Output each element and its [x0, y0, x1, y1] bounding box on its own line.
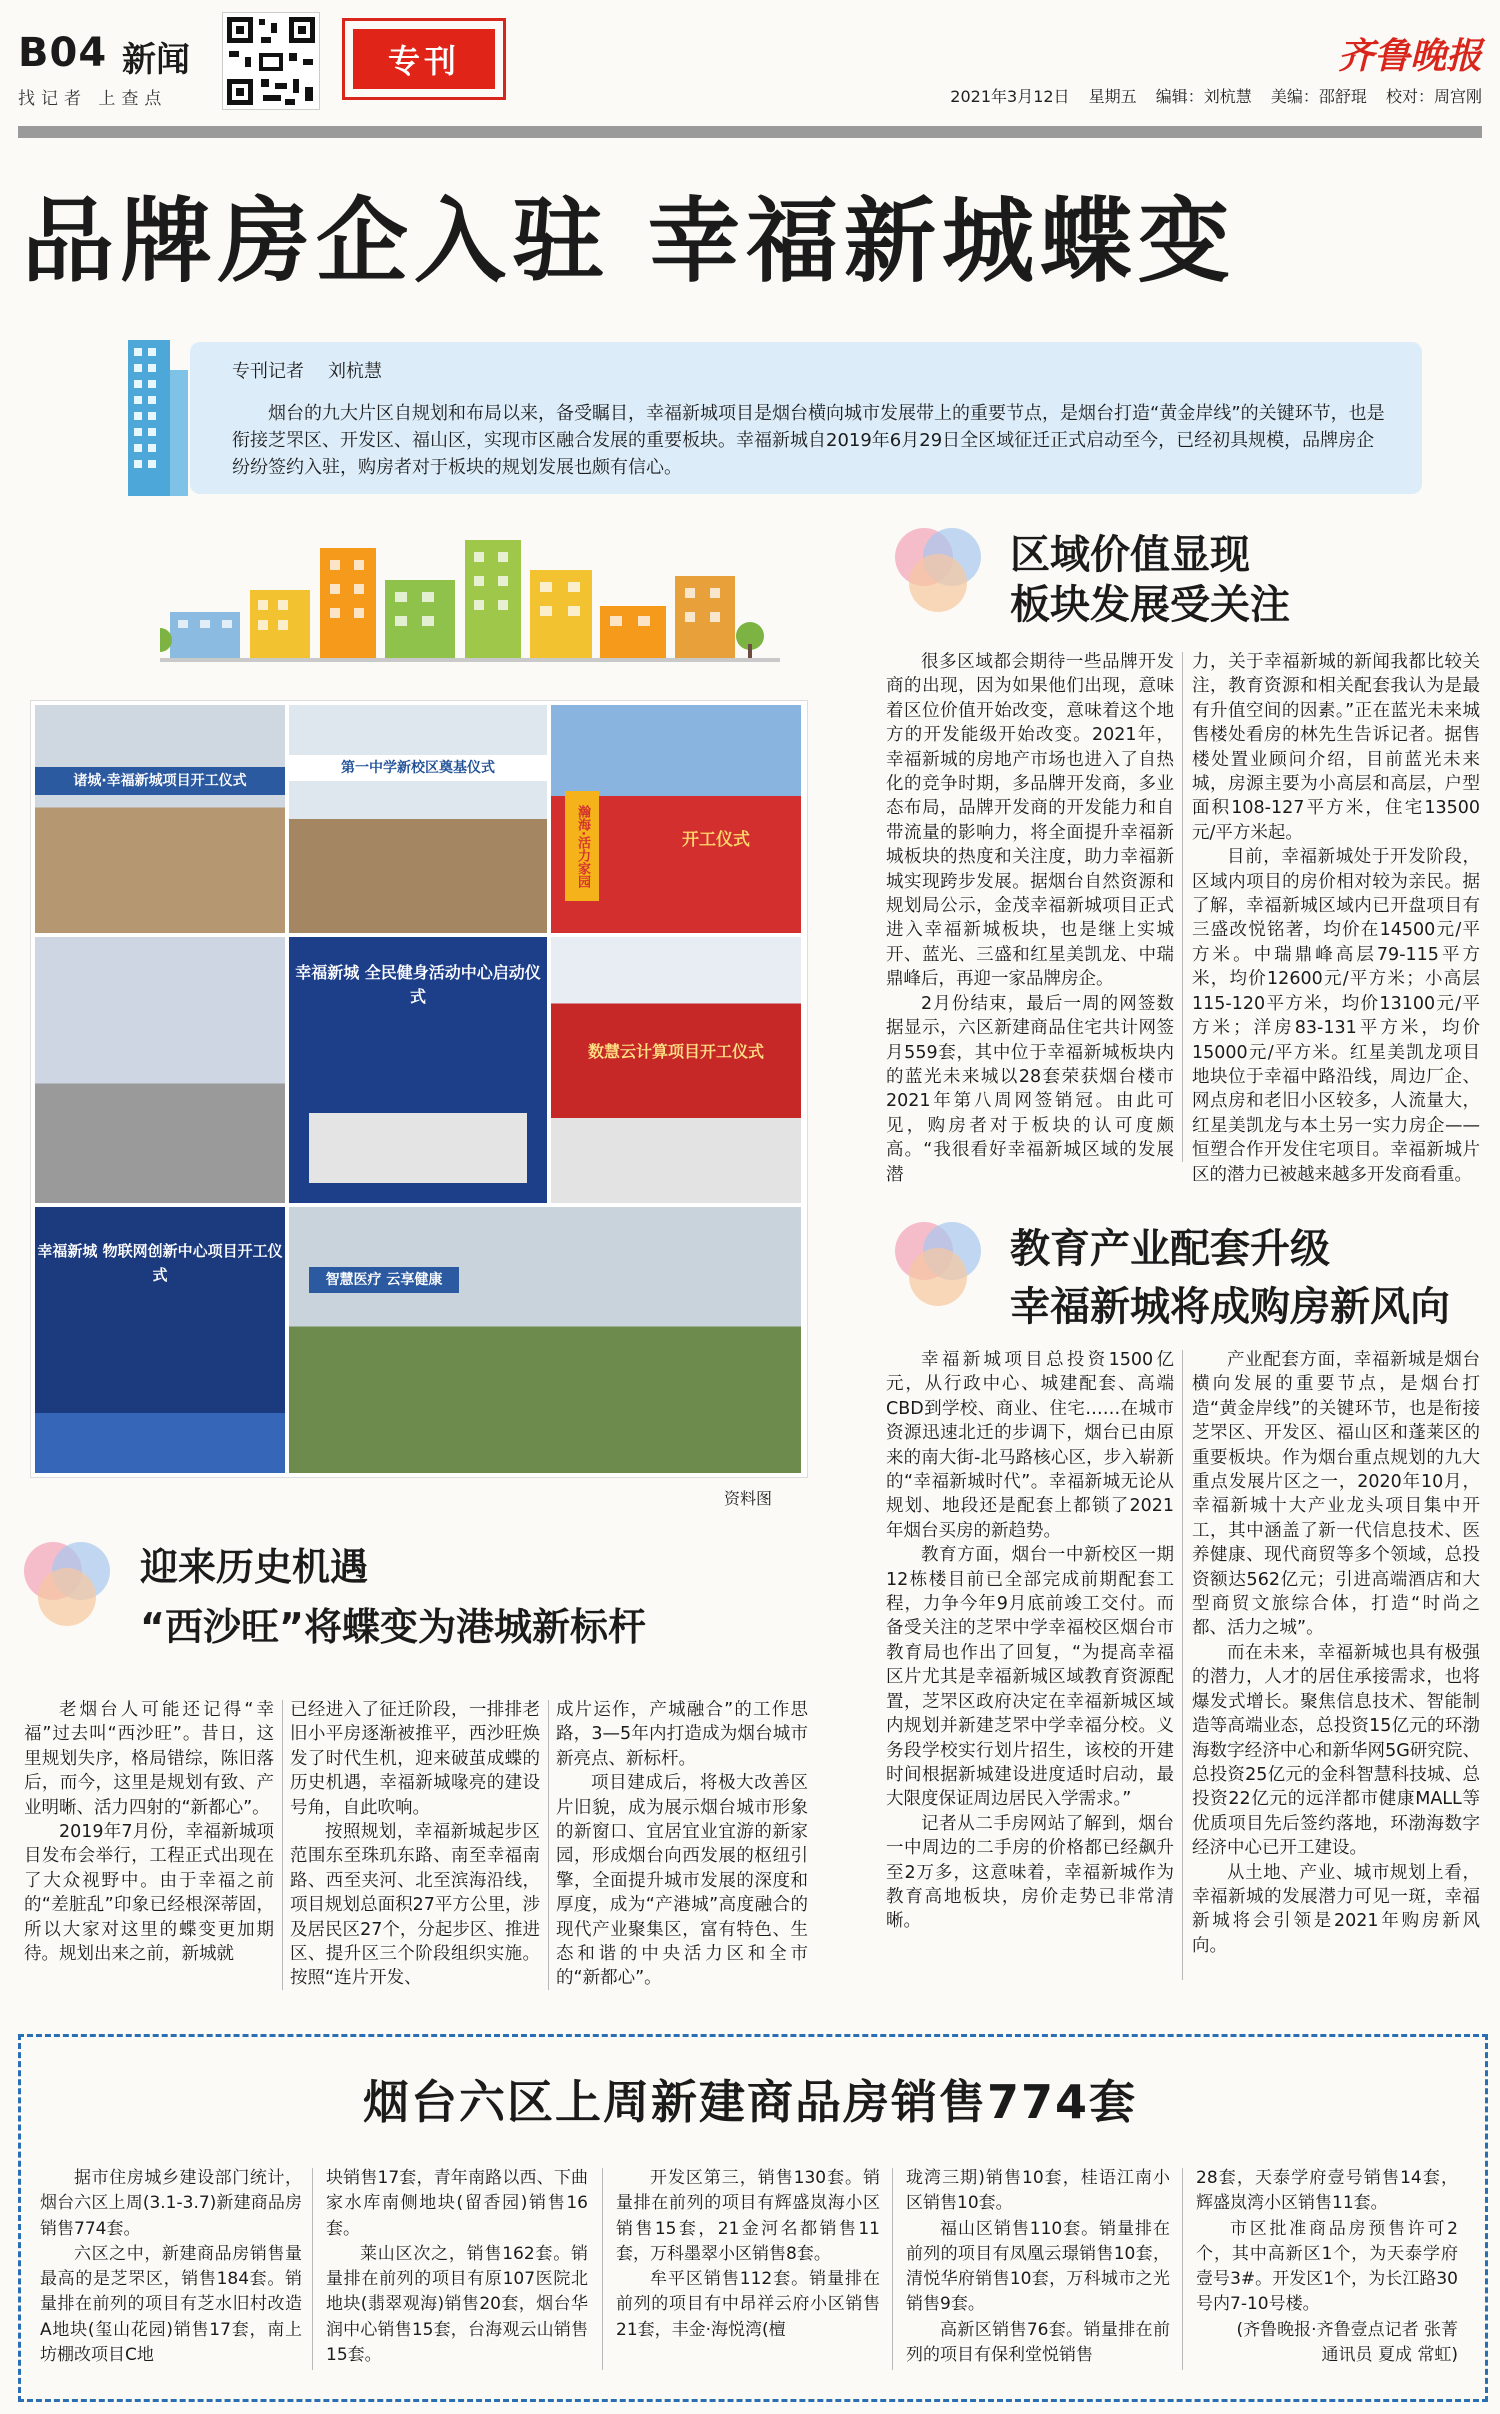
section3-column-3: [556, 1698, 808, 1991]
byline-label: 专刊记者: [232, 361, 304, 382]
paragraph: 很多区域都会期待一些品牌开发商的出现，因为如果他们出现，意味着区位价值开始改变，意味着这个地方的开发能级开始改变。2021年，幸福新城的房地产市场也进入了自热化的竞争时期，多品牌开发商，多业态布局，品牌开发商的开发能力和自带流量的影响力，将全面提升幸福新城板块的热度和关注度，助力幸福新城实现跨步发展。据烟台自然资源和规划局公示，金茂幸福新城项目正式进入幸福新城板块，也是继上实城开、蓝光、三盛和红星美凯龙、中瑞鼎峰后，再迎一家品牌房企。: [886, 652, 1174, 990]
paragraph: 按照规划，幸福新城起步区范围东至珠玑东路、南至幸福南路、西至夹河、北至滨海沿线，项目规划总面积27平方公里，涉及居民区27个，分起步区、推进区、提升区三个阶段组织实施。按照“连片开发、: [290, 1822, 540, 1989]
section2-title-1: 教育产业配套升级: [1010, 1226, 1330, 1272]
reporter-credit: (齐鲁晚报·齐鲁壹点记者 张菁 通讯员 夏成 常虹): [1236, 2319, 1458, 2366]
photo-iot-center: 幸福新城 物联网创新中心项目开工仪式: [35, 1207, 285, 1473]
paragraph: 已经进入了征迁阶段，一排排老旧小平房逐渐被推平，西沙旺焕发了时代生机，迎来破茧成蝶的历史机遇，幸福新城喙亮的建设号角，自此吹响。: [290, 1700, 540, 1818]
issue-meta: [936, 84, 1482, 107]
proofreader-credit: 校对：周宫刚: [1385, 87, 1482, 106]
slogan: 找记者 上查点: [18, 89, 168, 109]
photo-groundbreaking-1: 诸城·幸福新城项目开工仪式: [35, 705, 285, 933]
paragraph: 块销售17套，青年南路以西、下曲家水库南侧地块(留香园)销售16套。: [326, 2168, 588, 2239]
section2-column-2: [1192, 1348, 1480, 1958]
building-illustration-icon: [120, 330, 192, 500]
column-divider: [892, 2168, 893, 2370]
paragraph: 幸福新城项目总投资1500亿元，从行政中心、城建配套、高端CBD到学校、商业、住宅……在城市资源迅速北迁的步调下，烟台已由原来的南大街-北马路核心区，步入崭新的“幸福新城时代”。幸福新城无论从规划、地段还是配套上都锁了2021年烟台买房的新趋势。: [886, 1350, 1174, 1541]
sales-column-4: [906, 2166, 1170, 2368]
paragraph: 教育方面，烟台一中新校区一期12栋楼目前已全部完成前期配套工程，力争今年9月底前竣工交付。而备受关注的芝罘中学幸福校区烟台市教育局也作出了回复，“为提高幸福区片尤其是幸福新城区域教育资源配置，芝罘区政府决定在幸福新城区域内规划并新建芝罘中学幸福分校。义务段学校实行划片招生，该校的开建时间根据新城建设进度适时启动，最大限度保证周边居民入学需求。”: [886, 1545, 1174, 1810]
paragraph: 成片运作，产城融合”的工作思路，3—5年内打造成为烟台城市新亮点、新标杆。: [556, 1700, 808, 1769]
paragraph: 高新区销售76套。销量排在前列的项目有保利堂悦销售: [906, 2319, 1170, 2366]
section3-title-1: 迎来历史机遇: [140, 1545, 369, 1589]
page-headline: 品牌房企入驻 幸福新城蝶变: [22, 188, 1237, 295]
sales-column-3: [616, 2166, 880, 2343]
byline-name: 刘杭慧: [328, 361, 382, 382]
paragraph: 福山区销售110套。销量排在前列的项目有凤凰云璟销售10套，清悦华府销售10套，万科城市之光销售9套。: [906, 2218, 1170, 2315]
section2-column-1: [886, 1348, 1174, 1934]
paragraph: 目前，幸福新城处于开发阶段，区域内项目的房价相对较为亲民。据了解，幸福新城区域内已开盘项目有三盛改悦铭著，均价在14500元/平方米。中瑞鼎峰高层79-115平方米，均价12600元/平方米；小高层115-120平方米，均价13100元/平方米；洋房83-131平方米，均价15000元/平方米。红星美凯龙项目地块位于幸福中路沿线，周边厂企、网点房和老旧小区较多，人流量大，红星美凯龙与本土另一实力房企——恒塑合作开发住宅项目。幸福新城片区的潜力已被越来越多开发商看重。: [1192, 847, 1480, 1185]
sales-column-1: [40, 2166, 302, 2368]
section3-column-1: [24, 1698, 274, 1966]
section1-column-1: [886, 650, 1174, 1187]
paragraph: 牟平区销售112套。销量排在前列的项目有中昂祥云府小区销售21套，丰金·海悦湾(檀: [616, 2269, 880, 2340]
section1-title-1: 区域价值显现: [1010, 532, 1250, 578]
paragraph: 六区之中，新建商品房销售量最高的是芝罘区，销售184套。销量排在前列的项目有芝水旧村改造A地块(玺山花园)销售17套，南上坊棚改项目C地: [40, 2243, 302, 2366]
page-number: B04: [18, 30, 108, 76]
column-divider: [1182, 652, 1183, 1162]
lead-byline: [232, 357, 382, 383]
editor-credit: 编辑：刘杭慧: [1155, 87, 1252, 106]
section1-title-2: 板块发展受关注: [1010, 582, 1290, 628]
column-divider: [1182, 1350, 1183, 1980]
paragraph: 从土地、产业、城市规划上看，幸福新城的发展潜力可见一斑，幸福新城将会引领是2021年购房新风向。: [1192, 1862, 1480, 1956]
paragraph: 市区批准商品房预售许可2个，其中高新区1个，为天泰学府壹号3#。开发区1个，为长江路30号内7-10号楼。: [1196, 2218, 1458, 2315]
section1-column-2: [1192, 650, 1480, 1187]
special-edition-badge: 专刊: [342, 18, 506, 100]
paragraph: 产业配套方面，幸福新城是烟台横向发展的重要节点，是烟台打造“黄金岸线”的关键环节，也是衔接芝罘区、开发区、福山区和蓬莱区的重要板块。作为烟台重点规划的九大重点发展片区之一，2020年10月，幸福新城十大产业龙头项目集中开工，其中涵盖了新一代信息技术、医养健康、现代商贸等多个领域，总投资额达562亿元；引进高端酒店和大型商贸文旅综合体，打造“时尚之都、活力之城”。: [1192, 1350, 1480, 1639]
column-divider: [548, 1700, 549, 1990]
photo-opening-ceremony: 瀚海·活力家园 开工仪式: [551, 705, 801, 933]
paragraph: 莱山区次之，销售162套。销量排在前列的项目有原107医院北地块(翡翠观海)销售20套，烟台华润中心销售15套，台海观云山销售15套。: [326, 2243, 588, 2366]
paragraph: 28套，天泰学府壹号销售14套，辉盛岚湾小区销售11套。: [1196, 2168, 1458, 2214]
photo-smart-medical: 智慧医疗 云享健康: [289, 1207, 801, 1473]
city-skyline-illustration: [160, 540, 780, 670]
paragraph: 而在未来，幸福新城也具有极强的潜力，人才的居住承接需求，也将爆发式增长。聚焦信息技术、智能制造等高端业态，总投资15亿元的环渤海数字经济中心和新华网5G研究院、总投资25亿元的金科智慧科技城、总投资22亿元的远洋都市健康MALL等优质项目先后签约落地，环渤海数字经济中心已开工建设。: [1192, 1642, 1480, 1859]
photo-cloud-computing: 数慧云计算项目开工仪式: [551, 937, 801, 1203]
newspaper-logo: 齐鲁晚报: [1337, 35, 1482, 77]
sales-box-title: 烟台六区上周新建商品房销售774套: [362, 2075, 1138, 2129]
paragraph: 记者从二手房网站了解到，烟台一中周边的二手房的价格都已经飙升至2万多，这意味着，幸福新城作为教育高地板块，房价走势已非常清晰。: [886, 1813, 1174, 1932]
paragraph: 2019年7月份，幸福新城项目发布会举行，工程正式出现在了大众视野中。由于幸福之前的“差脏乱”印象已经根深蒂固，所以大家对这里的蝶变更加期待。规划出来之前，新城就: [24, 1822, 274, 1965]
section-deco-icon: [895, 1222, 995, 1312]
paragraph: 老烟台人可能还记得“幸福”过去叫“西沙旺”。昔日，这里规划失序，格局错综，陈旧落后，而今，这里是规划有致、产业明晰、活力四射的“新都心”。: [24, 1700, 274, 1818]
paragraph: 珑湾三期)销售10套，桂语江南小区销售10套。: [906, 2168, 1170, 2214]
column-divider: [1182, 2168, 1183, 2370]
paragraph: 2月份结束，最后一周的网签数据显示，六区新建商品住宅共计网签月559套，其中位于幸福新城板块内的蓝光未来城以28套荣获烟台楼市2021年第八周网签销冠。由此可见，购房者对于板块的认可度颇高。“我很看好幸福新城区域的发展潜: [886, 993, 1174, 1185]
section3-title-2: “西沙旺”将蝶变为港城新标杆: [140, 1605, 646, 1649]
section3-column-2: [290, 1698, 540, 1991]
section-deco-icon: [24, 1542, 124, 1632]
photo-site-ceremony: [35, 937, 285, 1203]
photo-fitness-center: 幸福新城 全民健身活动中心启动仪式: [289, 937, 547, 1203]
lead-paragraph: 烟台的九大片区自规划和布局以来，备受瞩目，幸福新城项目是烟台横向城市发展带上的重要节点，是烟台打造“黄金岸线”的关键环节，也是衔接芝罘区、开发区、福山区，实现市区融合发展的重要板块。幸福新城自2019年6月29日全区域征迁正式启动至今，已经初具规模，品牌房企纷纷签约入驻，购房者对于板块的规划发展也颇有信心。: [232, 403, 1385, 478]
paragraph: 据市住房城乡建设部门统计，烟台六区上周(3.1-3.7)新建商品房销售774套。: [40, 2168, 302, 2239]
photo-school-ceremony: 第一中学新校区奠基仪式: [289, 705, 547, 933]
section-name: 新闻: [122, 40, 190, 80]
paragraph: 项目建成后，将极大改善区片旧貌，成为展示烟台城市形象的新窗口、宜居宜业宜游的新家园，形成烟台向西发展的枢纽引擎，全面提升城市发展的深度和厚度，成为“产港城”高度融合的现代产业聚集区，富有特色、生态和谐的中央活力区和全市的“新都心”。: [556, 1773, 808, 1989]
issue-date: 2021年3月12日: [950, 87, 1070, 106]
header-rule: [18, 126, 1482, 138]
issue-weekday: 星期五: [1088, 87, 1137, 106]
section2-title-2: 幸福新城将成购房新风向: [1010, 1284, 1450, 1330]
photo-collage: [30, 700, 808, 1478]
section-deco-icon: [895, 528, 995, 618]
column-divider: [312, 2168, 313, 2370]
paragraph: 力，关于幸福新城的新闻我都比较关注，教育资源和相关配套我认为是最有升值空间的因素。”正在蓝光未来城售楼处看房的林先生告诉记者。据售楼处置业顾问介绍，目前蓝光未来城，房源主要为小高层和高层，户型面积108-127平方米，住宅13500元/平方米起。: [1192, 652, 1480, 843]
sales-column-5: [1196, 2166, 1458, 2368]
paragraph: 开发区第三，销售130套。销量排在前列的项目有辉盛岚海小区销售15套，21金河名都销售11套，万科墨翠小区销售8套。: [616, 2168, 880, 2264]
column-divider: [282, 1700, 283, 1990]
column-divider: [602, 2168, 603, 2370]
designer-credit: 美编：邵舒琨: [1270, 87, 1367, 106]
photo-source: 资料图: [724, 1489, 773, 1508]
sales-column-2: [326, 2166, 588, 2368]
qr-code-icon[interactable]: [222, 12, 320, 110]
